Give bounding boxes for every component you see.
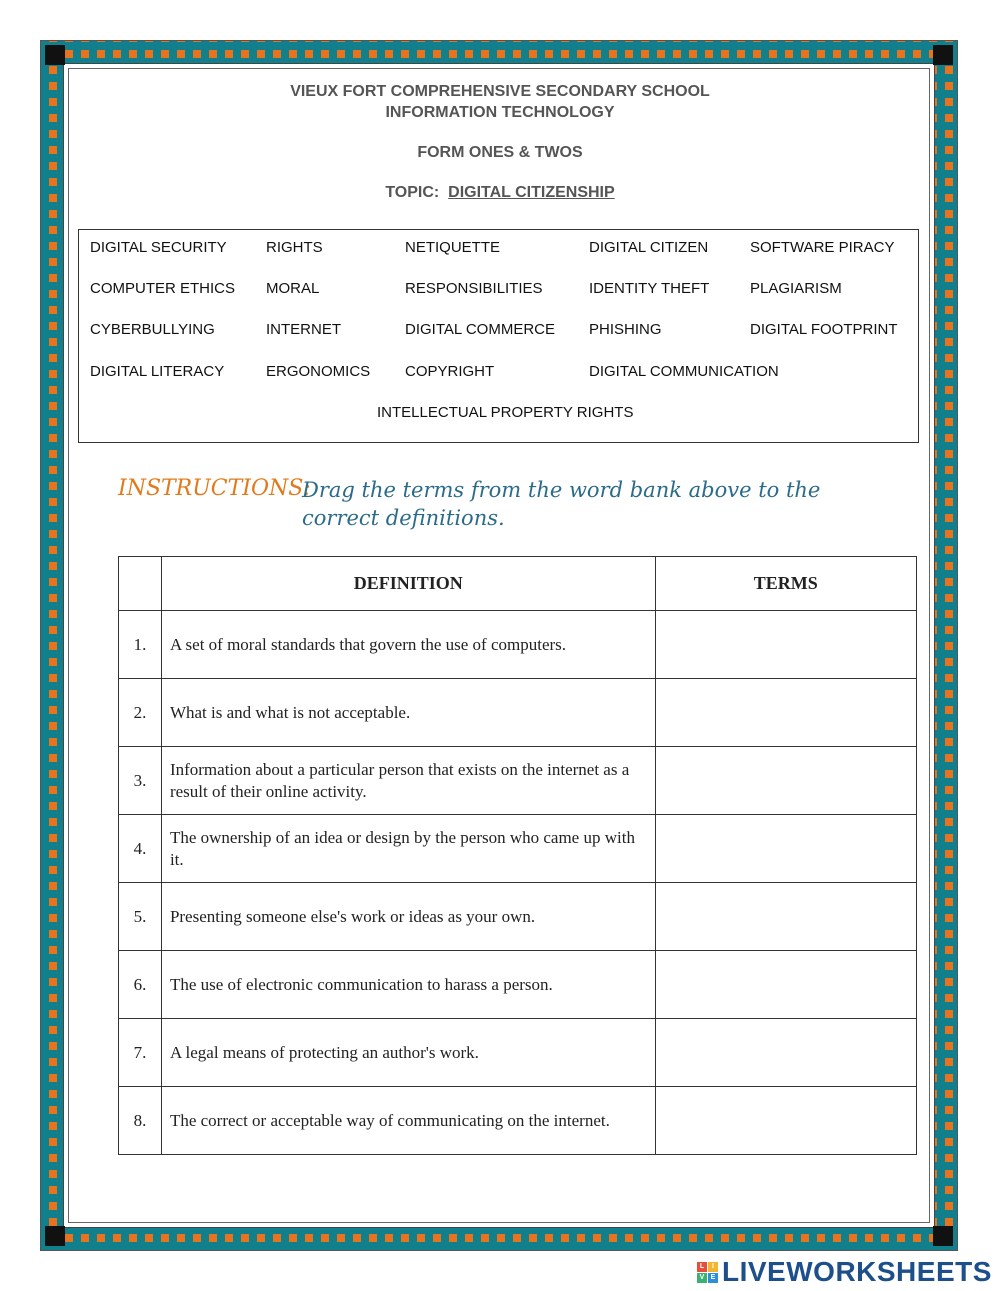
word-bank-term[interactable]: DIGITAL SECURITY xyxy=(90,239,227,256)
word-bank-term[interactable]: INTERNET xyxy=(266,321,341,338)
definition-cell: A set of moral standards that govern the use of computers. xyxy=(161,611,655,679)
row-number: 7. xyxy=(119,1019,162,1087)
logo-mark-letter: V xyxy=(697,1273,707,1283)
table-row xyxy=(119,747,917,815)
term-drop-zone[interactable] xyxy=(655,951,916,1019)
table-row xyxy=(119,1019,917,1087)
table-row xyxy=(119,815,917,883)
term-drop-zone[interactable] xyxy=(655,1019,916,1087)
corner-ornament-top-left xyxy=(45,45,65,65)
definitions-table xyxy=(118,556,917,1155)
topic-line xyxy=(0,184,1000,202)
table-row xyxy=(119,611,917,679)
word-bank-term[interactable]: DIGITAL CITIZEN xyxy=(589,239,709,256)
terms-column-header: TERMS xyxy=(655,557,916,611)
definition-cell: The use of electronic communication to harass a person. xyxy=(161,951,655,1019)
row-number: 3. xyxy=(119,747,162,815)
row-number: 5. xyxy=(119,883,162,951)
word-bank-term[interactable]: COMPUTER ETHICS xyxy=(90,280,236,297)
definition-cell: Presenting someone else's work or ideas as your own. xyxy=(161,883,655,951)
subject-title: INFORMATION TECHNOLOGY xyxy=(385,104,615,121)
word-bank-term[interactable]: DIGITAL COMMUNICATION xyxy=(589,363,779,380)
form-level: FORM ONES & TWOS xyxy=(417,144,583,161)
word-bank-term[interactable]: RIGHTS xyxy=(266,239,323,256)
word-bank-term[interactable]: DIGITAL FOOTPRINT xyxy=(750,321,898,338)
row-number: 8. xyxy=(119,1087,162,1155)
row-number: 4. xyxy=(119,815,162,883)
topic-value: DIGITAL CITIZENSHIP xyxy=(448,184,615,201)
table-row xyxy=(119,951,917,1019)
definition-column-header: DEFINITION xyxy=(161,557,655,611)
row-number: 1. xyxy=(119,611,162,679)
term-drop-zone[interactable] xyxy=(655,611,916,679)
instructions-text: Drag the terms from the word bank above to the correct definitions. xyxy=(302,478,821,530)
row-number: 2. xyxy=(119,679,162,747)
row-number: 6. xyxy=(119,951,162,1019)
definition-cell: The correct or acceptable way of communicating on the internet. xyxy=(161,1087,655,1155)
word-bank-term[interactable]: PLAGIARISM xyxy=(750,280,842,297)
word-bank-term[interactable]: INTELLECTUAL PROPERTY RIGHTS xyxy=(377,404,634,421)
term-drop-zone[interactable] xyxy=(655,883,916,951)
table-row xyxy=(119,679,917,747)
word-bank-term[interactable]: SOFTWARE PIRACY xyxy=(750,239,895,256)
term-drop-zone[interactable] xyxy=(655,747,916,815)
word-bank-term[interactable]: DIGITAL LITERACY xyxy=(90,363,225,380)
liveworksheets-logo-icon xyxy=(697,1262,718,1283)
word-bank-term[interactable]: PHISHING xyxy=(589,321,662,338)
definition-cell: The ownership of an idea or design by the person who came up with it. xyxy=(161,815,655,883)
term-drop-zone[interactable] xyxy=(655,1087,916,1155)
definition-cell: A legal means of protecting an author's work. xyxy=(161,1019,655,1087)
logo-mark-letter: I xyxy=(708,1262,718,1272)
logo-mark-letter: E xyxy=(708,1273,718,1283)
word-bank-term[interactable]: NETIQUETTE xyxy=(405,239,501,256)
word-bank-term[interactable]: ERGONOMICS xyxy=(266,363,371,380)
word-bank-term[interactable]: RESPONSIBILITIES xyxy=(405,280,543,297)
instructions-label: INSTRUCTIONS: xyxy=(118,476,311,501)
liveworksheets-logo[interactable] xyxy=(697,1255,992,1289)
word-bank-term[interactable]: MORAL xyxy=(266,280,320,297)
word-bank-term[interactable]: DIGITAL COMMERCE xyxy=(405,321,556,338)
definition-cell: What is and what is not acceptable. xyxy=(161,679,655,747)
term-drop-zone[interactable] xyxy=(655,679,916,747)
liveworksheets-logo-text: LIVEWORKSHEETS xyxy=(722,1256,992,1287)
word-bank-term[interactable]: COPYRIGHT xyxy=(405,363,495,380)
word-bank xyxy=(78,229,919,443)
table-row xyxy=(119,883,917,951)
corner-ornament-bottom-right xyxy=(933,1226,953,1246)
logo-mark-letter: L xyxy=(697,1262,707,1272)
word-bank-term[interactable]: IDENTITY THEFT xyxy=(589,280,710,297)
topic-label: TOPIC: xyxy=(385,184,440,201)
number-column-header xyxy=(119,557,162,611)
school-name: VIEUX FORT COMPREHENSIVE SECONDARY SCHOOL xyxy=(290,83,710,100)
definition-cell: Information about a particular person that exists on the internet as a result of their online activity. xyxy=(161,747,655,815)
word-bank-term[interactable]: CYBERBULLYING xyxy=(90,321,215,338)
corner-ornament-bottom-left xyxy=(45,1226,65,1246)
table-header-row xyxy=(119,557,917,611)
corner-ornament-top-right xyxy=(933,45,953,65)
table-row xyxy=(119,1087,917,1155)
term-drop-zone[interactable] xyxy=(655,815,916,883)
